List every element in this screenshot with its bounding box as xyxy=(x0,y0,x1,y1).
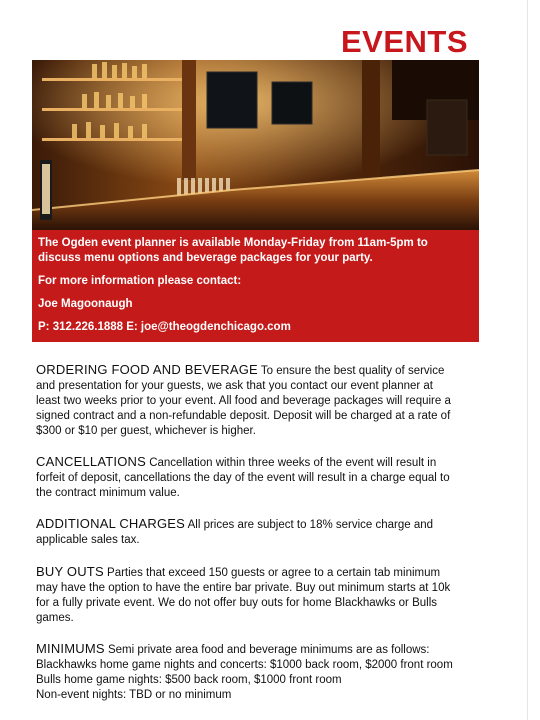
availability-line-1: The Ogden event planner is available Monday-Friday from 11am-5pm to xyxy=(38,237,428,249)
cancellations-line: the contract minimum value. xyxy=(36,487,180,499)
event-planner-info-box xyxy=(32,230,479,342)
buyouts-heading: BUY OUTS xyxy=(36,564,104,579)
cancellations-first-text: Cancellation within three weeks of the event will result in xyxy=(149,457,437,469)
availability-text xyxy=(38,236,473,266)
minimums-section xyxy=(36,641,478,703)
minimums-first-line xyxy=(36,641,478,658)
cancellations-heading: CANCELLATIONS xyxy=(36,454,146,469)
cancellations-first-line xyxy=(36,454,478,471)
minimums-heading: MINIMUMS xyxy=(36,641,105,656)
bar-photo-illustration xyxy=(32,60,479,230)
cancellations-section xyxy=(36,454,478,501)
ordering-section xyxy=(36,362,478,439)
page-title: EVENTS xyxy=(340,24,468,59)
minimums-line: Non-event nights: TBD or no minimum xyxy=(36,689,232,701)
page-edge-divider xyxy=(527,0,528,720)
buyouts-line: games. xyxy=(36,612,74,624)
ordering-heading: ORDERING FOOD AND BEVERAGE xyxy=(36,362,258,377)
buyouts-first-line xyxy=(36,564,478,581)
buyouts-line: may have the option to have the entire bar private. Buy out minimum starts at 10k xyxy=(36,582,451,594)
additional-heading: ADDITIONAL CHARGES xyxy=(36,516,186,531)
ordering-line: $300 or $10 per guest, whichever is higher. xyxy=(36,425,256,437)
minimums-line: Bulls home game nights: $500 back room, $1000 front room xyxy=(36,674,342,686)
contact-details: P: 312.226.1888 E: joe@theogdenchicago.com xyxy=(38,321,291,333)
cancellations-line: forfeit of deposit, cancellations the day of the event will result in a charge equal to xyxy=(36,472,450,484)
minimums-first-text: Semi private area food and beverage minimums are as follows: xyxy=(107,644,430,656)
contact-name: Joe Magoonaugh xyxy=(38,298,133,310)
additional-first-line xyxy=(36,516,478,533)
additional-charges-section xyxy=(36,516,478,548)
additional-line: applicable sales tax. xyxy=(36,534,140,546)
ordering-line: least two weeks prior to your event. All food and beverage packages will require a xyxy=(36,395,451,407)
ordering-line: signed contract and a non-refundable deposit. Deposit will be charged at a rate of xyxy=(36,410,451,422)
buy-outs-section xyxy=(36,564,478,626)
availability-line-2: discuss menu options and beverage packages for your party. xyxy=(38,252,373,264)
bar-interior-photo xyxy=(32,60,479,230)
ordering-line: and presentation for your guests, we ask that you contact our event planner at xyxy=(36,380,433,392)
buyouts-line: for a fully private event. We do not offer buy outs for home Blackhawks or Bulls xyxy=(36,597,437,609)
minimums-line: Blackhawks home game nights and concerts: $1000 back room, $2000 front room xyxy=(36,659,453,671)
additional-first-text: All prices are subject to 18% service charge and xyxy=(187,519,434,531)
contact-prompt: For more information please contact: xyxy=(38,275,242,287)
ordering-first-line xyxy=(36,362,478,379)
ordering-first-text: To ensure the best quality of service xyxy=(260,365,445,377)
buyouts-first-text: Parties that exceed 150 guests or agree to a certain tab minimum xyxy=(107,567,441,579)
